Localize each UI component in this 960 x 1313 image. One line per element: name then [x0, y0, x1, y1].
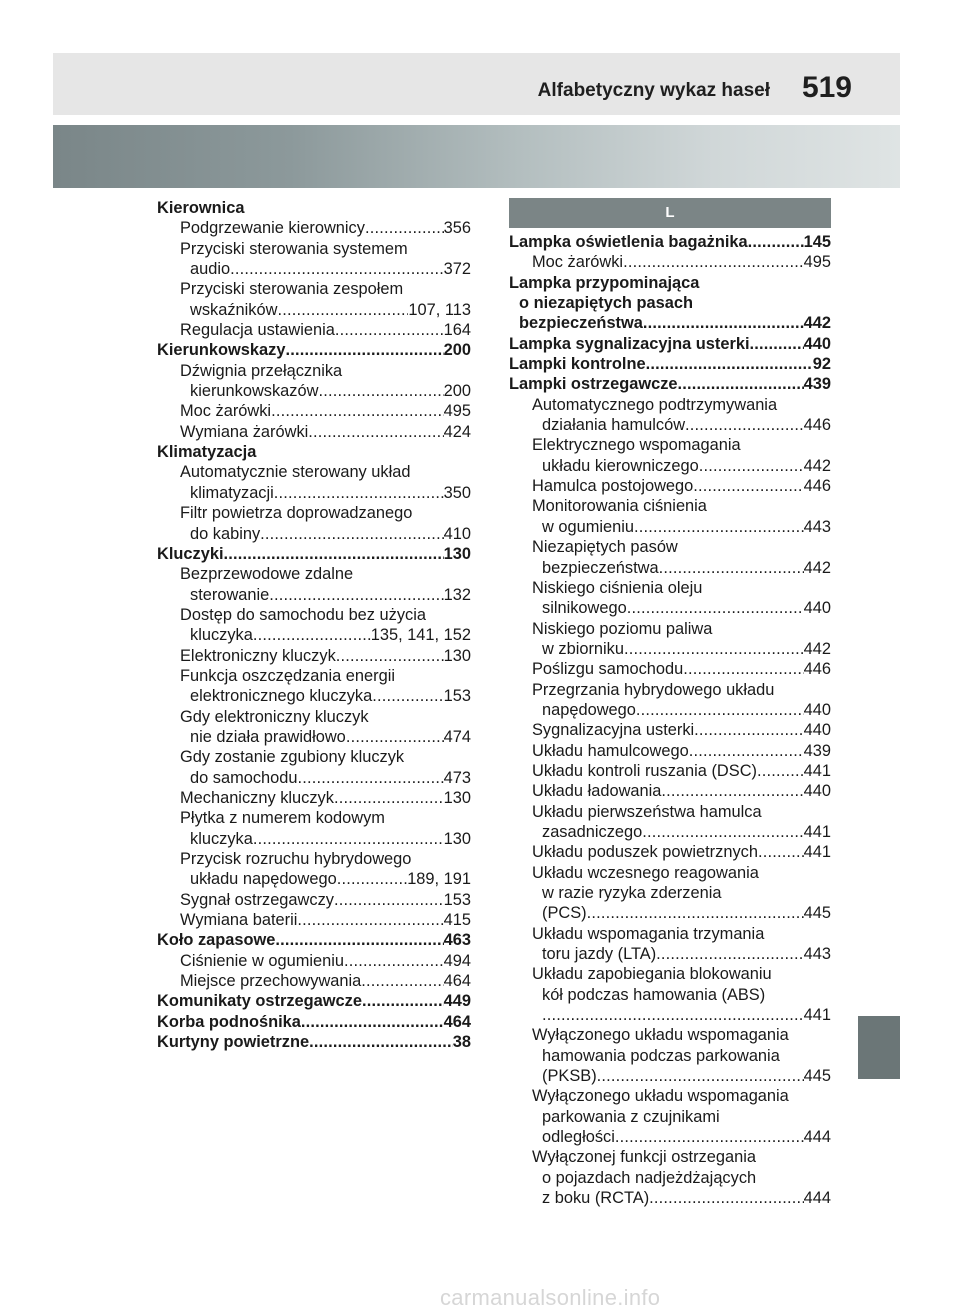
dot-leader [285, 340, 443, 360]
index-subentry [157, 462, 471, 503]
entry-term: Niskiego ciśnienia oleju [532, 578, 703, 597]
page-reference: 442 [803, 639, 831, 658]
dot-leader [277, 300, 408, 320]
entry-term: Niskiego poziomu paliwa [532, 619, 713, 638]
index-subentry [509, 863, 831, 924]
page-reference: 444 [803, 1189, 831, 1208]
index-subentry [157, 218, 471, 238]
entry-term: Gdy zostanie zgubiony kluczyk [180, 748, 405, 767]
index-subentry [509, 761, 831, 781]
entry-term: Ciśnienie w ogumieniu [180, 951, 344, 970]
dot-leader [683, 659, 803, 679]
dot-leader [661, 781, 803, 801]
index-subentry [157, 279, 471, 320]
page-reference: 441 [803, 843, 831, 862]
entry-term: Niezapiętych pasów [532, 538, 678, 557]
page-reference: 442 [803, 456, 831, 475]
index-subentry [509, 252, 831, 272]
page-reference: 130 [443, 829, 471, 848]
dot-leader [361, 971, 443, 991]
index-subentry [157, 422, 471, 442]
index-subentry [509, 659, 831, 679]
index-subentry [509, 680, 831, 721]
page-reference: 130 [443, 544, 471, 563]
entry-term: Regulacja ustawienia [180, 321, 335, 340]
entry-term: Przycisk rozruchu hybrydowego [180, 850, 412, 868]
section-title: Alfabetyczny wykaz haseł [537, 80, 770, 101]
page-reference: 135, 141, 152 [370, 626, 471, 645]
entry-term: zasadniczego [542, 822, 643, 841]
dot-leader [334, 890, 444, 910]
entry-term: napędowego [542, 700, 636, 719]
entry-term: silnikowego [542, 599, 627, 618]
index-subentry [509, 964, 831, 1025]
entry-term: kluczyka [190, 829, 253, 848]
entry-term: Układu wczesnego reagowania [532, 863, 759, 882]
index-subentry [157, 951, 471, 971]
entry-term: parkowania z czujnikami [542, 1107, 720, 1126]
dot-leader [693, 476, 803, 496]
entry-term: Układu ładowania [532, 782, 662, 801]
entry-term: Lampki kontrolne [509, 355, 646, 374]
header-bar [53, 53, 900, 115]
entry-term: Kierunkowskazy [157, 341, 286, 360]
dot-leader [649, 1188, 803, 1208]
entry-term: o pojazdach nadjeżdżających [542, 1168, 757, 1187]
index-subentry [157, 747, 471, 788]
page-reference: 446 [803, 477, 831, 496]
index-entry [509, 374, 831, 394]
entry-term: do samochodu [190, 768, 298, 787]
page-reference: 449 [443, 992, 471, 1011]
index-subentry [509, 476, 831, 496]
dot-leader [298, 768, 444, 788]
index-subentry [157, 564, 471, 605]
page-reference: 442 [803, 314, 831, 333]
index-entry [157, 198, 471, 218]
entry-term: w razie ryzyka zderzenia [542, 884, 722, 902]
index-subentry [157, 401, 471, 421]
dot-leader [643, 313, 804, 333]
dot-leader [318, 381, 443, 401]
page-reference: 445 [803, 1067, 831, 1086]
dot-leader [275, 930, 443, 950]
dot-leader [615, 1127, 804, 1147]
dot-leader [587, 903, 804, 923]
entry-term: Gdy elektroniczny kluczyk [180, 707, 369, 726]
page-reference: 495 [443, 402, 471, 421]
letter-heading: L [509, 198, 831, 228]
entry-term: odległości [542, 1128, 615, 1147]
entry-term: elektronicznego kluczyka [190, 687, 373, 706]
page-reference: 446 [803, 416, 831, 435]
index-subentry [509, 537, 831, 578]
entry-term: Dźwignia przełącznika [180, 361, 343, 380]
entry-term: do kabiny [190, 524, 261, 543]
entry-term: wskaźników [190, 300, 278, 319]
entry-term: (PCS) [542, 904, 587, 923]
entry-term: Korba podnośnika [157, 1012, 301, 1031]
index-subentry [509, 1147, 831, 1208]
entry-term: Wymiana baterii [180, 911, 298, 930]
dot-leader [659, 558, 804, 578]
entry-term: (PKSB) [542, 1067, 597, 1086]
page-reference: 474 [443, 727, 471, 746]
index-subentry [509, 781, 831, 801]
dot-leader [656, 944, 803, 964]
index-subentry [509, 741, 831, 761]
entry-term: Poślizgu samochodu [532, 660, 684, 679]
entry-term: Układu poduszek powietrznych [532, 843, 758, 862]
dot-leader [597, 1066, 804, 1086]
dot-leader [689, 741, 804, 761]
page-reference: 463 [443, 931, 471, 950]
entry-term: Podgrzewanie kierownicy [180, 219, 365, 238]
entry-term: kluczyka [190, 626, 253, 645]
entry-term: o niezapiętych pasach [519, 294, 693, 313]
page-reference: 132 [443, 585, 471, 604]
entry-term: Płytka z numerem kodowym [180, 809, 385, 828]
page-reference: 494 [443, 951, 471, 970]
page-reference: 441 [803, 761, 831, 780]
dot-leader [308, 422, 443, 442]
index-subentry [509, 842, 831, 862]
entry-term: Wyłączonej funkcji ostrzegania [532, 1148, 756, 1167]
dot-leader [297, 910, 443, 930]
entry-term: Dostęp do samochodu bez użycia [180, 605, 427, 624]
page-reference: 350 [443, 483, 471, 502]
entry-term: bezpieczeństwa [519, 314, 643, 333]
entry-term: Wymiana żarówki [180, 422, 309, 441]
dot-leader [337, 869, 407, 889]
entry-term: z boku (RCTA) [542, 1189, 650, 1208]
dot-leader [269, 585, 443, 605]
index-subentry [157, 971, 471, 991]
entry-term: kół podczas hamowania (ABS) [542, 985, 766, 1004]
dot-leader [274, 483, 444, 503]
page-reference: 200 [443, 341, 471, 360]
page-reference: 145 [803, 233, 831, 251]
entry-term: sterowanie [190, 585, 270, 604]
dot-leader [301, 1012, 444, 1032]
dot-leader [646, 354, 813, 374]
dot-leader [365, 218, 444, 238]
index-column-right [509, 198, 831, 1209]
index-entry [157, 930, 471, 950]
dot-leader [253, 625, 371, 645]
page-reference: 410 [443, 524, 471, 543]
dot-leader [636, 700, 804, 720]
entry-term: Klimatyzacja [157, 443, 257, 462]
dot-leader [627, 598, 804, 618]
page-reference: 495 [803, 253, 831, 272]
entry-term: w zbiorniku [542, 639, 624, 658]
index-subentry [509, 395, 831, 436]
index-entry [157, 991, 471, 1011]
entry-term: Lampka oświetlenia bagażnika [509, 233, 748, 251]
page-reference: 439 [803, 375, 831, 394]
entry-term: Układu wspomagania trzymania [532, 924, 765, 943]
page-reference: 130 [443, 646, 471, 665]
dot-leader [224, 544, 444, 564]
index-subentry [509, 924, 831, 965]
entry-term: Elektroniczny kluczyk [180, 646, 336, 665]
index-subentry [157, 503, 471, 544]
index-entry [509, 354, 831, 374]
index-entry [509, 232, 831, 252]
page-reference: 440 [803, 334, 831, 353]
entry-term: Moc żarówki [180, 402, 272, 421]
dot-leader [542, 1005, 804, 1025]
page-reference: 372 [443, 260, 471, 279]
entry-term: Mechaniczny kluczyk [180, 788, 334, 807]
dot-leader [346, 727, 444, 747]
index-entry [157, 1032, 471, 1052]
entry-term: Wyłączonego układu wspomagania [532, 1026, 789, 1045]
index-column-left [157, 198, 471, 1052]
index-entry [157, 442, 471, 462]
index-entry [157, 340, 471, 360]
index-subentry [157, 320, 471, 340]
entry-term: nie działa prawidłowo [190, 727, 346, 746]
entry-term: Kluczyki [157, 544, 224, 563]
index-subentry [509, 720, 831, 740]
entry-term: Komunikaty ostrzegawcze [157, 992, 362, 1011]
page-reference: 356 [443, 219, 471, 238]
entry-term: Sygnalizacyjna usterki [532, 721, 695, 740]
entry-term: Układu zapobiegania blokowaniu [532, 965, 772, 984]
entry-term: Przyciski sterowania systemem [180, 239, 408, 258]
dot-leader [699, 456, 804, 476]
entry-term: w ogumieniu [542, 517, 635, 536]
index-subentry [509, 1025, 831, 1086]
index-subentry [509, 578, 831, 619]
dot-leader [678, 374, 804, 394]
index-subentry [157, 910, 471, 930]
dot-leader [748, 232, 804, 252]
entry-term: Przegrzania hybrydowego układu [532, 680, 775, 699]
dot-leader [335, 320, 444, 340]
entry-term: toru jazdy (LTA) [542, 945, 657, 964]
page-reference: 415 [443, 911, 471, 930]
index-subentry [157, 788, 471, 808]
entry-term: Sygnał ostrzegawczy [180, 890, 334, 909]
dot-leader [685, 415, 804, 435]
page-reference: 189, 191 [407, 870, 471, 889]
entry-term: audio [190, 260, 231, 279]
watermark: carmanualsonline.info [440, 1285, 661, 1310]
dot-leader [623, 252, 804, 272]
entry-term: układu kierowniczego [542, 456, 699, 475]
dot-leader [642, 822, 803, 842]
index-subentry [157, 666, 471, 707]
index-subentry [157, 361, 471, 402]
entry-term: działania hamulców [542, 416, 686, 435]
page-reference: 445 [803, 904, 831, 923]
dot-leader [634, 517, 804, 537]
index-subentry [509, 802, 831, 843]
page-reference: 439 [803, 741, 831, 760]
page-reference: 130 [443, 788, 471, 807]
page-reference: 441 [803, 822, 831, 841]
index-entry [509, 334, 831, 354]
entry-term: Układu kontroli ruszania (DSC) [532, 761, 757, 780]
entry-term: Elektrycznego wspomagania [532, 436, 741, 455]
dot-leader [271, 401, 444, 421]
dot-leader [758, 842, 804, 862]
index-entry [509, 273, 831, 334]
entry-term: układu napędowego [190, 870, 337, 889]
dot-leader [309, 1032, 453, 1052]
entry-term: Układu pierwszeństwa hamulca [532, 802, 762, 821]
index-subentry [157, 707, 471, 748]
index-subentry [157, 605, 471, 646]
entry-term: kierunkowskazów [190, 382, 319, 401]
entry-term: Monitorowania ciśnienia [532, 497, 707, 516]
dot-leader [750, 334, 804, 354]
entry-term: Lampka sygnalizacyjna usterki [509, 334, 750, 353]
page-reference: 443 [803, 945, 831, 964]
page-reference: 441 [803, 1006, 831, 1025]
index-subentry [509, 1086, 831, 1147]
index-subentry [157, 890, 471, 910]
page-reference: 153 [443, 890, 471, 909]
dot-leader [336, 646, 444, 666]
entry-term: Bezprzewodowe zdalne [180, 565, 354, 584]
entry-term: Kurtyny powietrzne [157, 1033, 310, 1052]
entry-term: Funkcja oszczędzania energii [180, 666, 396, 685]
index-entry [157, 1012, 471, 1032]
index-subentry [509, 435, 831, 476]
page-reference: 444 [803, 1128, 831, 1147]
entry-term: Kierownica [157, 199, 245, 217]
dot-leader [253, 829, 444, 849]
entry-term: Automatycznego podtrzymywania [532, 395, 778, 414]
dot-leader [362, 991, 444, 1011]
index-subentry [509, 619, 831, 660]
dot-leader [372, 686, 443, 706]
entry-term: Lampka przypominająca [509, 273, 700, 292]
index-subentry [157, 646, 471, 666]
entry-term: Układu hamulcowego [532, 741, 689, 760]
index-subentry [157, 239, 471, 280]
page-reference: 440 [803, 782, 831, 801]
entry-term: Lampki ostrzegawcze [509, 375, 678, 394]
decorative-banner [53, 125, 900, 188]
index-subentry [157, 808, 471, 849]
page-reference: 200 [443, 382, 471, 401]
entry-term: Hamulca postojowego [532, 477, 694, 496]
page-reference: 473 [443, 768, 471, 787]
dot-leader [694, 720, 803, 740]
page-reference: 153 [443, 687, 471, 706]
page-reference: 107, 113 [408, 300, 471, 319]
page-reference: 464 [443, 972, 471, 991]
entry-term: Automatycznie sterowany układ [180, 463, 411, 482]
entry-term: Wyłączonego układu wspomagania [532, 1087, 789, 1106]
index-entry [157, 544, 471, 564]
page-reference: 164 [443, 321, 471, 340]
entry-term: Przyciski sterowania zespołem [180, 280, 404, 299]
page-reference: 92 [812, 355, 831, 374]
page-reference: 38 [452, 1033, 471, 1052]
entry-term: bezpieczeństwa [542, 558, 659, 577]
dot-leader [260, 524, 443, 544]
entry-term: Miejsce przechowywania [180, 972, 362, 991]
page-reference: 424 [443, 422, 471, 441]
dot-leader [230, 259, 444, 279]
entry-term: hamowania podczas parkowania [542, 1046, 780, 1065]
page-reference: 440 [803, 700, 831, 719]
dot-leader [334, 788, 444, 808]
page-reference: 446 [803, 660, 831, 679]
page-reference: 443 [803, 517, 831, 536]
entry-term: klimatyzacji [190, 483, 274, 502]
dot-leader [757, 761, 804, 781]
index-subentry [509, 496, 831, 537]
page-number: 519 [801, 71, 852, 104]
dot-leader [624, 639, 804, 659]
entry-term: Moc żarówki [532, 253, 624, 272]
page-reference: 442 [803, 558, 831, 577]
entry-term: Filtr powietrza doprowadzanego [180, 504, 413, 523]
entry-term: Koło zapasowe [157, 931, 276, 950]
page-reference: 464 [443, 1012, 471, 1031]
page-reference: 440 [803, 599, 831, 618]
dot-leader [344, 951, 444, 971]
page-reference: 440 [803, 721, 831, 740]
index-subentry [157, 849, 471, 890]
section-thumb-tab [858, 1016, 900, 1079]
